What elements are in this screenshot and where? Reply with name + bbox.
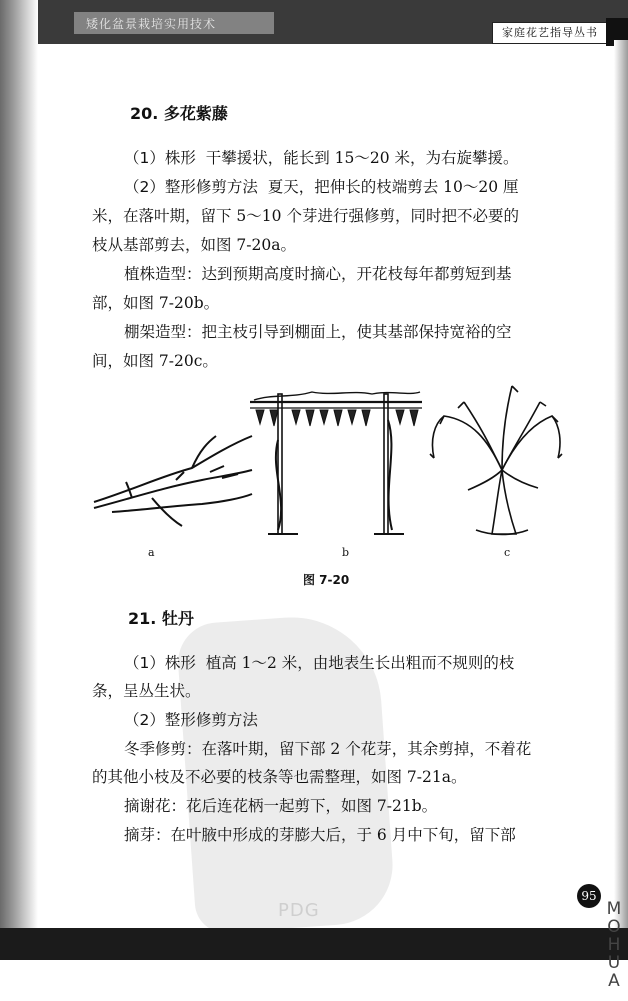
term-plant-form: （1）株形 (124, 654, 196, 672)
term-plant-form: （1）株形 (124, 149, 196, 167)
series-title: 家庭花艺指导丛书 (492, 22, 608, 44)
section-21-paragraph-1-line-1 (124, 653, 514, 673)
scan-spine-shadow (0, 0, 38, 930)
section-21-paragraph-4: 摘谢花：花后连花柄一起剪下，如图 7-21b。 (124, 797, 438, 815)
term-pruning-method: （2）整形修剪方法 (124, 178, 258, 196)
section-21-paragraph-3-line-2: 的其他小枝及不必要的枝条等也需整理，如图 7-21a。 (92, 768, 467, 786)
figure-label-b: b (342, 546, 350, 559)
scan-bottom-border (0, 928, 628, 960)
section-20-paragraph-3-line-2: 部，如图 7-20b。 (92, 294, 220, 312)
faded-running-header: 矮化盆景栽培实用技术 (86, 17, 217, 31)
paragraph-text: 干攀援状，能长到 15～20 米，为右旋攀援。 (205, 149, 519, 167)
section-20-paragraph-4-line-2: 间，如图 7-20c。 (92, 352, 218, 370)
section-20-paragraph-2-line-1 (124, 177, 519, 197)
section-20-paragraph-4-line-1: 棚架造型：把主枝引导到棚面上，使其基部保持宽裕的空 (124, 323, 512, 341)
section-21-paragraph-5: 摘芽：在叶腋中形成的芽膨大后，于 6 月中下旬，留下部 (124, 826, 516, 844)
section-21-heading: 21. 牡丹 (128, 609, 194, 628)
section-21-pruning-method-heading: （2）整形修剪方法 (124, 711, 258, 729)
section-21-paragraph-3-line-1: 冬季修剪：在落叶期，留下部 2 个花芽，其余剪掉，不着花 (124, 740, 532, 758)
scan-footer (0, 960, 628, 1001)
wisteria-illustration (92, 380, 566, 562)
figure-caption: 图 7-20 (303, 573, 350, 587)
figure-7-20 (92, 380, 566, 562)
section-20-paragraph-3-line-1: 植株造型：达到预期高度时摘心，开花枝每年都剪短到基 (124, 265, 512, 283)
vine-drawing-a (94, 436, 252, 526)
figure-label-a: a (148, 546, 155, 559)
section-20-paragraph-2-line-3: 枝从基部剪去，如图 7-20a。 (92, 236, 296, 254)
watermark-text: PDG (278, 900, 320, 921)
page-number: 95 (577, 884, 601, 908)
section-20-paragraph-1 (124, 148, 519, 168)
paragraph-text: 夏天，把伸长的枝端剪去 10～20 厘 (267, 178, 519, 196)
section-20-paragraph-2-line-2: 米，在落叶期，留下 5～10 个芽进行强修剪，同时把不必要的 (92, 207, 519, 225)
scan-right-edge (614, 40, 628, 930)
section-20-heading: 20. 多花紫藤 (130, 104, 228, 123)
section-21-paragraph-1-line-2: 条，呈丛生状。 (92, 682, 201, 700)
standard-tree-drawing-c (430, 386, 562, 535)
paragraph-text: 植高 1～2 米，由地表生长出粗而不规则的枝 (205, 654, 515, 672)
side-vertical-mark: M O H U A (606, 899, 622, 991)
figure-label-c: c (504, 546, 511, 559)
